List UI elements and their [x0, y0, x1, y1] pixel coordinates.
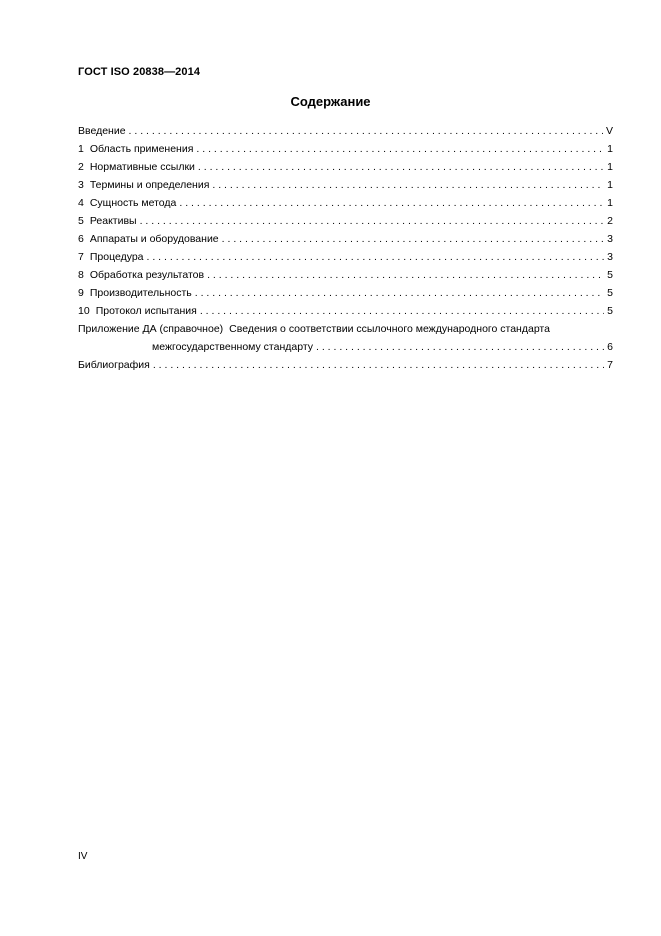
toc-entry-page: 1 [607, 143, 613, 155]
toc-entry-page: 3 [607, 251, 613, 263]
toc-entry-normative-references[interactable] [78, 158, 613, 176]
toc-entry-page: 5 [607, 269, 613, 281]
toc-entry-label: Введение [78, 125, 126, 137]
toc-entry-number: 7 [78, 251, 84, 263]
toc-entry-page: 1 [607, 161, 613, 173]
toc-entry-introduction[interactable] [78, 122, 613, 140]
toc-dot-leader [153, 356, 604, 374]
toc-entry-method[interactable] [78, 194, 613, 212]
toc-appendix-prefix: Приложение ДА (справочное) [78, 323, 224, 335]
toc-dot-leader [200, 302, 604, 320]
toc-entry-reagents[interactable] [78, 212, 613, 230]
toc-entry-procedure[interactable] [78, 248, 613, 266]
toc-entry-label: Аппараты и оборудование [89, 233, 219, 245]
toc-entry-label: Сущность метода [89, 197, 177, 209]
toc-entry-page: 3 [607, 233, 613, 245]
toc-entry-terms[interactable] [78, 176, 613, 194]
toc-entry-page: 6 [607, 341, 613, 353]
toc-dot-leader [179, 194, 604, 212]
toc-entry-number: 3 [78, 179, 84, 191]
toc-entry-label: Нормативные ссылки [89, 161, 195, 173]
toc-entry-label: Обработка результатов [89, 269, 205, 281]
toc-entry-scope[interactable] [78, 140, 613, 158]
toc-entry-number: 2 [78, 161, 84, 173]
toc-entry-bibliography[interactable] [78, 356, 613, 374]
document-code: ГОСТ ISO 20838—2014 [78, 66, 201, 78]
toc-entry-page: 5 [607, 287, 613, 299]
toc-entry-appendix[interactable] [78, 320, 613, 356]
toc-dot-leader [207, 266, 604, 284]
toc-entry-label: Протокол испытания [95, 305, 197, 317]
toc-entry-number: 4 [78, 197, 84, 209]
toc-entry-label: Библиография [78, 359, 150, 371]
toc-dot-leader [147, 248, 605, 266]
toc-entry-apparatus[interactable] [78, 230, 613, 248]
toc-appendix-title-line1: Сведения о соответствии ссылочного международного стандарта [229, 323, 550, 335]
toc-entry-label: Реактивы [89, 215, 137, 227]
toc-entry-number: 8 [78, 269, 84, 281]
toc-entry-number: 10 [78, 305, 90, 317]
toc-dot-leader [316, 338, 604, 356]
toc-entry-performance[interactable] [78, 284, 613, 302]
toc-entry-number: 6 [78, 233, 84, 245]
toc-entry-number: 5 [78, 215, 84, 227]
toc-dot-leader [198, 158, 604, 176]
toc-dot-leader [212, 176, 604, 194]
toc-entry-number: 9 [78, 287, 84, 299]
toc-entry-test-report[interactable] [78, 302, 613, 320]
toc-entry-results-processing[interactable] [78, 266, 613, 284]
toc-entry-page: 1 [607, 179, 613, 191]
page-number: IV [78, 851, 88, 862]
toc-entry-number: 1 [78, 143, 84, 155]
toc-entry-label: Область применения [89, 143, 194, 155]
toc-entry-label: Термины и определения [89, 179, 210, 191]
toc-dot-leader [129, 122, 603, 140]
toc-dot-leader [140, 212, 605, 230]
table-of-contents [78, 122, 613, 374]
toc-dot-leader [196, 140, 604, 158]
toc-entry-page: V [605, 125, 613, 137]
toc-dot-leader [222, 230, 605, 248]
toc-entry-page: 5 [607, 305, 613, 317]
toc-entry-label: Процедура [89, 251, 144, 263]
toc-entry-label: Производительность [89, 287, 192, 299]
toc-title: Содержание [290, 94, 371, 109]
toc-entry-page: 1 [607, 197, 613, 209]
toc-appendix-title-line2: межгосударственному стандарту [152, 341, 313, 353]
toc-entry-page: 2 [607, 215, 613, 227]
toc-entry-page: 7 [607, 359, 613, 371]
toc-dot-leader [195, 284, 604, 302]
